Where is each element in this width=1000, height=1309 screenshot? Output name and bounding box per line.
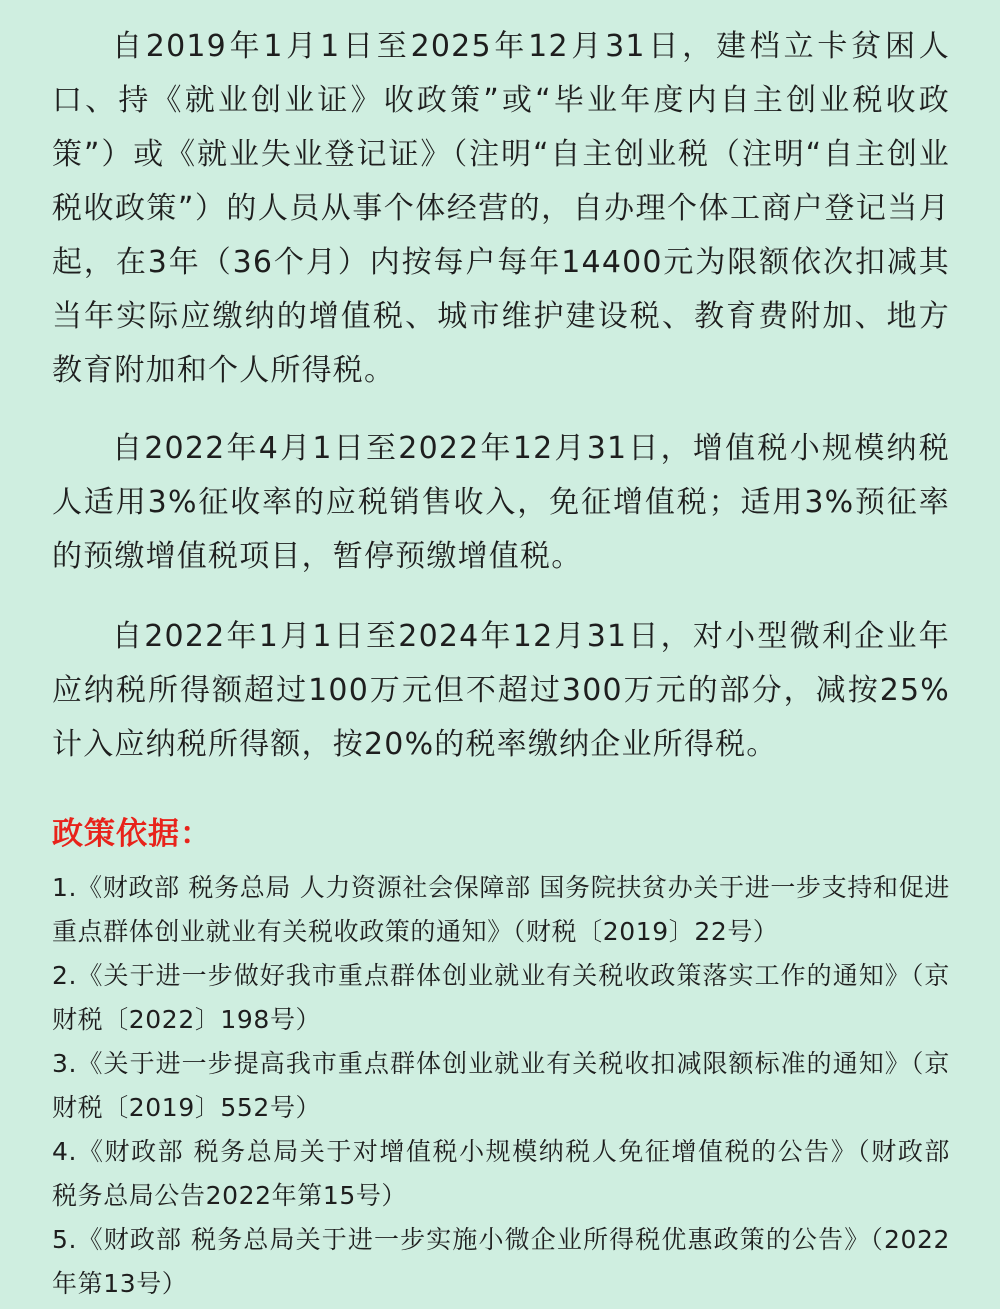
policy-basis-item: 3.《关于进一步提高我市重点群体创业就业有关税收扣减限额标准的通知》（京财税〔2019〕552号） <box>52 1049 950 1122</box>
policy-basis-item: 2.《关于进一步做好我市重点群体创业就业有关税收政策落实工作的通知》（京财税〔2022〕198号） <box>52 961 950 1034</box>
policy-basis-list <box>52 866 950 1306</box>
policy-paragraph-vat-exemption: 自2022年4月1日至2022年12月31日，增值税小规模纳税人适用3%征收率的应税销售收入，免征增值税；适用3%预征率的预缴增值税项目，暂停预缴增值税。 <box>52 431 950 574</box>
policy-basis-heading: 政策依据： <box>52 816 212 852</box>
policy-basis-item: 4.《财政部 税务总局关于对增值税小规模纳税人免征增值税的公告》（财政部 税务总局公告2022年第15号） <box>52 1137 950 1210</box>
policy-paragraph-entrepreneurship: 自2019年1月1日至2025年12月31日，建档立卡贫困人口、持《就业创业证》收政策”或“毕业年度内自主创业税收政策”）或《就业失业登记证》（注明“自主创业税（注明“自主创业税收政策”）的人员从事个体经营的，自办理个体工商户登记当月起，在3年（36个月）内按每户每年14400元为限额依次扣减其当年实际应缴纳的增值税、城市维护建设税、教育费附加、地方教育附加和个人所得税。 <box>52 29 950 388</box>
policy-paragraph-small-enterprise-tax: 自2022年1月1日至2024年12月31日，对小型微利企业年应纳税所得额超过100万元但不超过300万元的部分，减按25%计入应纳税所得额，按20%的税率缴纳企业所得税。 <box>52 619 950 762</box>
policy-basis-item: 1.《财政部 税务总局 人力资源社会保障部 国务院扶贫办关于进一步支持和促进重点群体创业就业有关税收政策的通知》（财税〔2019〕22号） <box>52 873 950 946</box>
policy-basis-item: 5.《财政部 税务总局关于进一步实施小微企业所得税优惠政策的公告》（2022年第13号） <box>52 1225 950 1298</box>
